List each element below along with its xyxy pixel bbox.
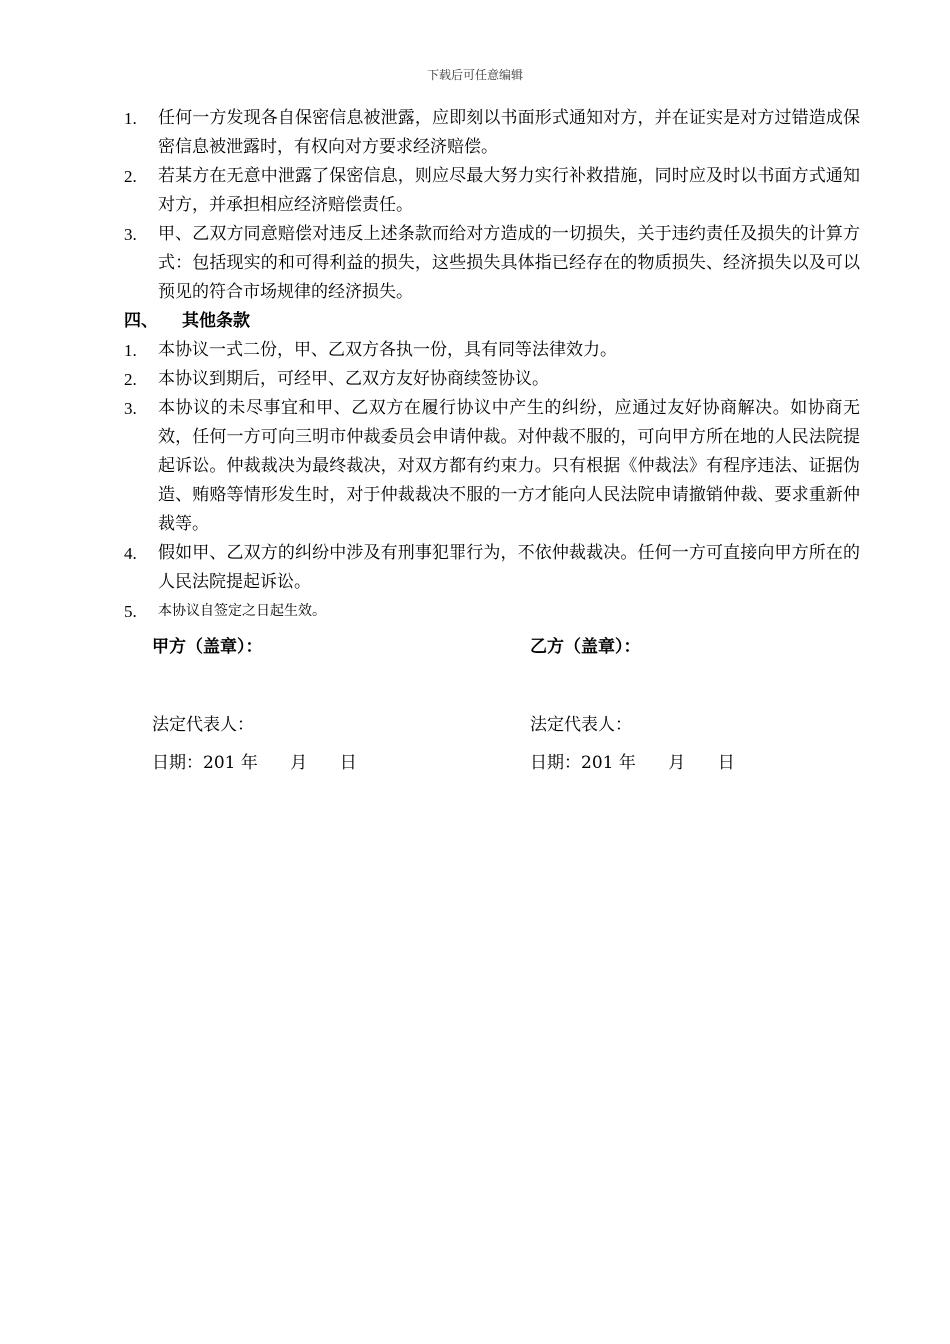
section-heading <box>120 307 860 336</box>
clause-number: 2. <box>124 167 137 186</box>
clause-number: 5. <box>124 602 137 621</box>
agreement-body <box>120 104 860 626</box>
section-number: 四、 <box>124 311 158 331</box>
party-b-legal-representative: 法定代表人： <box>530 715 632 735</box>
party-a-signature <box>152 632 492 778</box>
clause-item <box>120 597 860 626</box>
clause-number: 1. <box>124 341 137 360</box>
clause-number: 4. <box>124 544 137 563</box>
clause-text: 本协议自签定之日起生效。 <box>158 603 326 619</box>
party-b-title: 乙方（盖章）： <box>530 637 641 657</box>
party-b-signature <box>530 632 870 778</box>
clause-item <box>120 394 860 539</box>
clause-item <box>120 365 860 394</box>
clause-text: 若某方在无意中泄露了保密信息，则应尽最大努力实行补救措施，同时应及时以书面方式通知对方，并承担相应经济赔偿责任。 <box>158 166 860 215</box>
clause-item <box>120 336 860 365</box>
clause-text: 甲、乙双方同意赔偿对违反上述条款而给对方造成的一切损失，关于违约责任及损失的计算方式：包括现实的和可得利益的损失，这些损失具体指已经存在的物质损失、经济损失以及可以预见的符合市场规律的经济损失。 <box>158 224 860 302</box>
page-header-note: 下载后可任意编辑 <box>426 68 523 82</box>
section-title: 其他条款 <box>182 311 250 331</box>
clause-text: 本协议的未尽事宜和甲、乙双方在履行协议中产生的纠纷，应通过友好协商解决。如协商无效，任何一方可向三明市仲裁委员会申请仲裁。对仲裁不服的，可向甲方所在地的人民法院提起诉讼。仲裁裁决为最终裁决，对双方都有约束力。只有根据《仲裁法》有程序违法、证据伪造、贿赂等情形发生时，对于仲裁裁决不服的一方才能向人民法院申请撤销仲裁、要求重新仲裁等。 <box>158 398 860 534</box>
clause-number: 1. <box>124 109 137 128</box>
clause-number: 3. <box>124 399 137 418</box>
clause-item <box>120 220 860 307</box>
clause-item <box>120 539 860 597</box>
clause-item <box>120 162 860 220</box>
section3-clause-list <box>120 104 860 307</box>
clause-text: 任何一方发现各自保密信息被泄露，应即刻以书面形式通知对方，并在证实是对方过错造成保密信息被泄露时，有权向对方要求经济赔偿。 <box>158 108 860 157</box>
party-a-date: 日期：201 年 月 日 <box>152 753 357 773</box>
clause-text: 假如甲、乙双方的纠纷中涉及有刑事犯罪行为，不依仲裁裁决。任何一方可直接向甲方所在的人民法院提起诉讼。 <box>158 543 860 592</box>
clause-number: 3. <box>124 225 137 244</box>
clause-item <box>120 104 860 162</box>
clause-text: 本协议一式二份，甲、乙双方各执一份，具有同等法律效力。 <box>158 340 617 360</box>
clause-number: 2. <box>124 370 137 389</box>
clause-text: 本协议到期后，可经甲、乙双方友好协商续签协议。 <box>158 369 549 389</box>
party-a-legal-representative: 法定代表人： <box>152 715 254 735</box>
section4-clause-list <box>120 336 860 626</box>
party-b-date: 日期：201 年 月 日 <box>530 753 735 773</box>
party-a-title: 甲方（盖章）： <box>152 637 263 657</box>
